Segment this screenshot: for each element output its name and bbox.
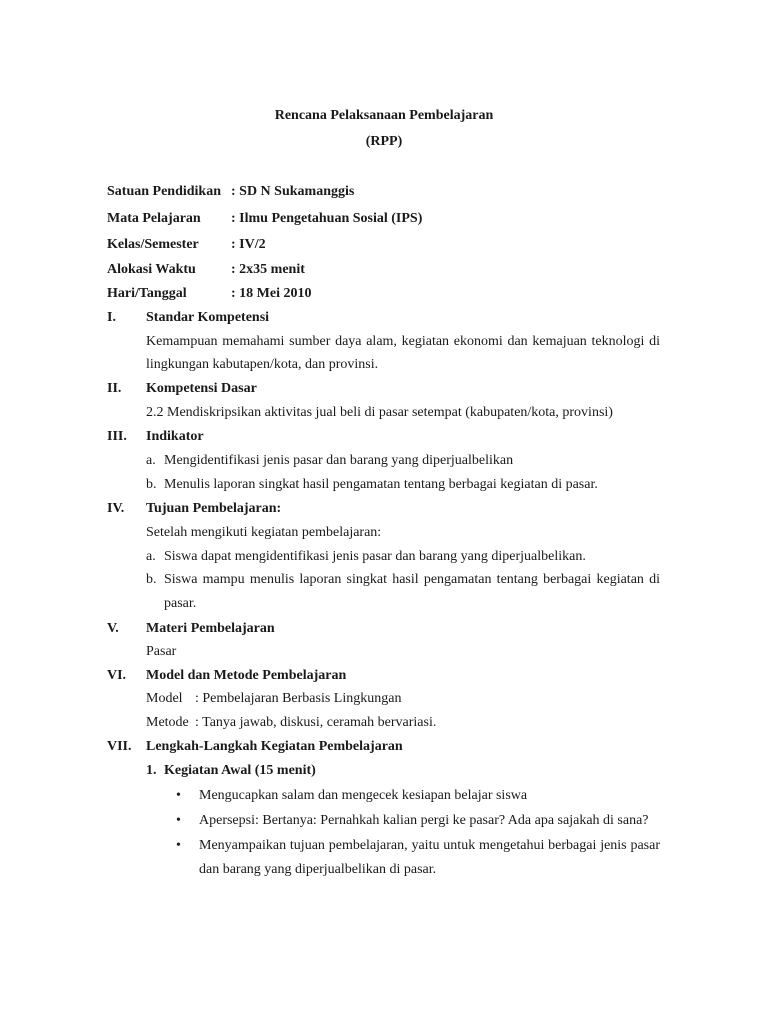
info-label: Alokasi Waktu: [107, 262, 196, 277]
paragraph-line: Kemampuan memahami sumber daya alam, kegiatan ekonomi dan kemajuan teknologi di: [146, 334, 660, 349]
info-label: Kelas/Semester: [107, 237, 199, 252]
info-label: Mata Pelajaran: [107, 211, 201, 226]
paragraph-line: Pasar: [146, 644, 177, 659]
document-subtitle: (RPP): [365, 134, 403, 149]
info-value: : Ilmu Pengetahuan Sosial (IPS): [231, 211, 423, 226]
info-label: Hari/Tanggal: [107, 286, 187, 301]
bullet-item-continuation: dan barang yang diperjualbelikan di pasar.: [199, 862, 437, 877]
bullet-icon: •: [176, 788, 181, 803]
bullet-item: Mengucapkan salam dan mengecek kesiapan belajar siswa: [199, 788, 528, 803]
list-label: b.: [146, 572, 157, 587]
section-number: IV.: [107, 501, 125, 516]
section-heading: Kompetensi Dasar: [146, 381, 257, 396]
list-item: Siswa dapat mengidentifikasi jenis pasar dan barang yang diperjualbelikan.: [164, 549, 586, 564]
section-heading: Materi Pembelajaran: [146, 621, 275, 636]
section-number: VI.: [107, 668, 127, 683]
info-value: : 2x35 menit: [231, 262, 305, 277]
model-label: Model: [146, 691, 183, 706]
list-label: a.: [146, 549, 156, 564]
section-number: I.: [107, 310, 116, 325]
list-item: Menulis laporan singkat hasil pengamatan tentang berbagai kegiatan di pasar.: [164, 477, 598, 492]
step-number: 1.: [146, 763, 157, 778]
metode-value: : Tanya jawab, diskusi, ceramah bervariasi.: [195, 715, 437, 730]
section-heading: Model dan Metode Pembelajaran: [146, 668, 347, 683]
list-label: b.: [146, 477, 157, 492]
list-item: Siswa mampu menulis laporan singkat hasil pengamatan tentang berbagai kegiatan di: [164, 572, 660, 587]
step-heading: Kegiatan Awal (15 menit): [164, 763, 316, 778]
info-value: : SD N Sukamanggis: [231, 184, 355, 199]
bullet-item: Menyampaikan tujuan pembelajaran, yaitu untuk mengetahui berbagai jenis pasar: [199, 838, 660, 853]
info-label: Satuan Pendidikan: [107, 184, 221, 199]
section-heading: Indikator: [146, 429, 204, 444]
section-heading: Tujuan Pembelajaran:: [146, 501, 282, 516]
list-label: a.: [146, 453, 156, 468]
section-number: III.: [107, 429, 127, 444]
bullet-icon: •: [176, 838, 181, 853]
section-number: V.: [107, 621, 119, 636]
info-value: : 18 Mei 2010: [231, 286, 312, 301]
document-title: Rencana Pelaksanaan Pembelajaran: [274, 108, 494, 123]
paragraph-line: Setelah mengikuti kegiatan pembelajaran:: [146, 525, 382, 540]
section-number: II.: [107, 381, 122, 396]
section-heading: Standar Kompetensi: [146, 310, 270, 325]
section-heading: Lengkah-Langkah Kegiatan Pembelajaran: [146, 739, 403, 754]
metode-label: Metode: [146, 715, 189, 730]
list-item: Mengidentifikasi jenis pasar dan barang yang diperjualbelikan: [164, 453, 514, 468]
paragraph-line: lingkungan kabutapen/kota, dan provinsi.: [146, 357, 379, 372]
list-item-continuation: pasar.: [164, 596, 197, 611]
model-value: : Pembelajaran Berbasis Lingkungan: [195, 691, 402, 706]
bullet-item: Apersepsi: Bertanya: Pernahkah kalian pergi ke pasar? Ada apa sajakah di sana?: [199, 813, 649, 828]
section-number: VII.: [107, 739, 132, 754]
bullet-icon: •: [176, 813, 181, 828]
paragraph-line: 2.2 Mendiskripsikan aktivitas jual beli di pasar setempat (kabupaten/kota, provinsi): [146, 405, 613, 420]
info-value: : IV/2: [231, 237, 266, 252]
